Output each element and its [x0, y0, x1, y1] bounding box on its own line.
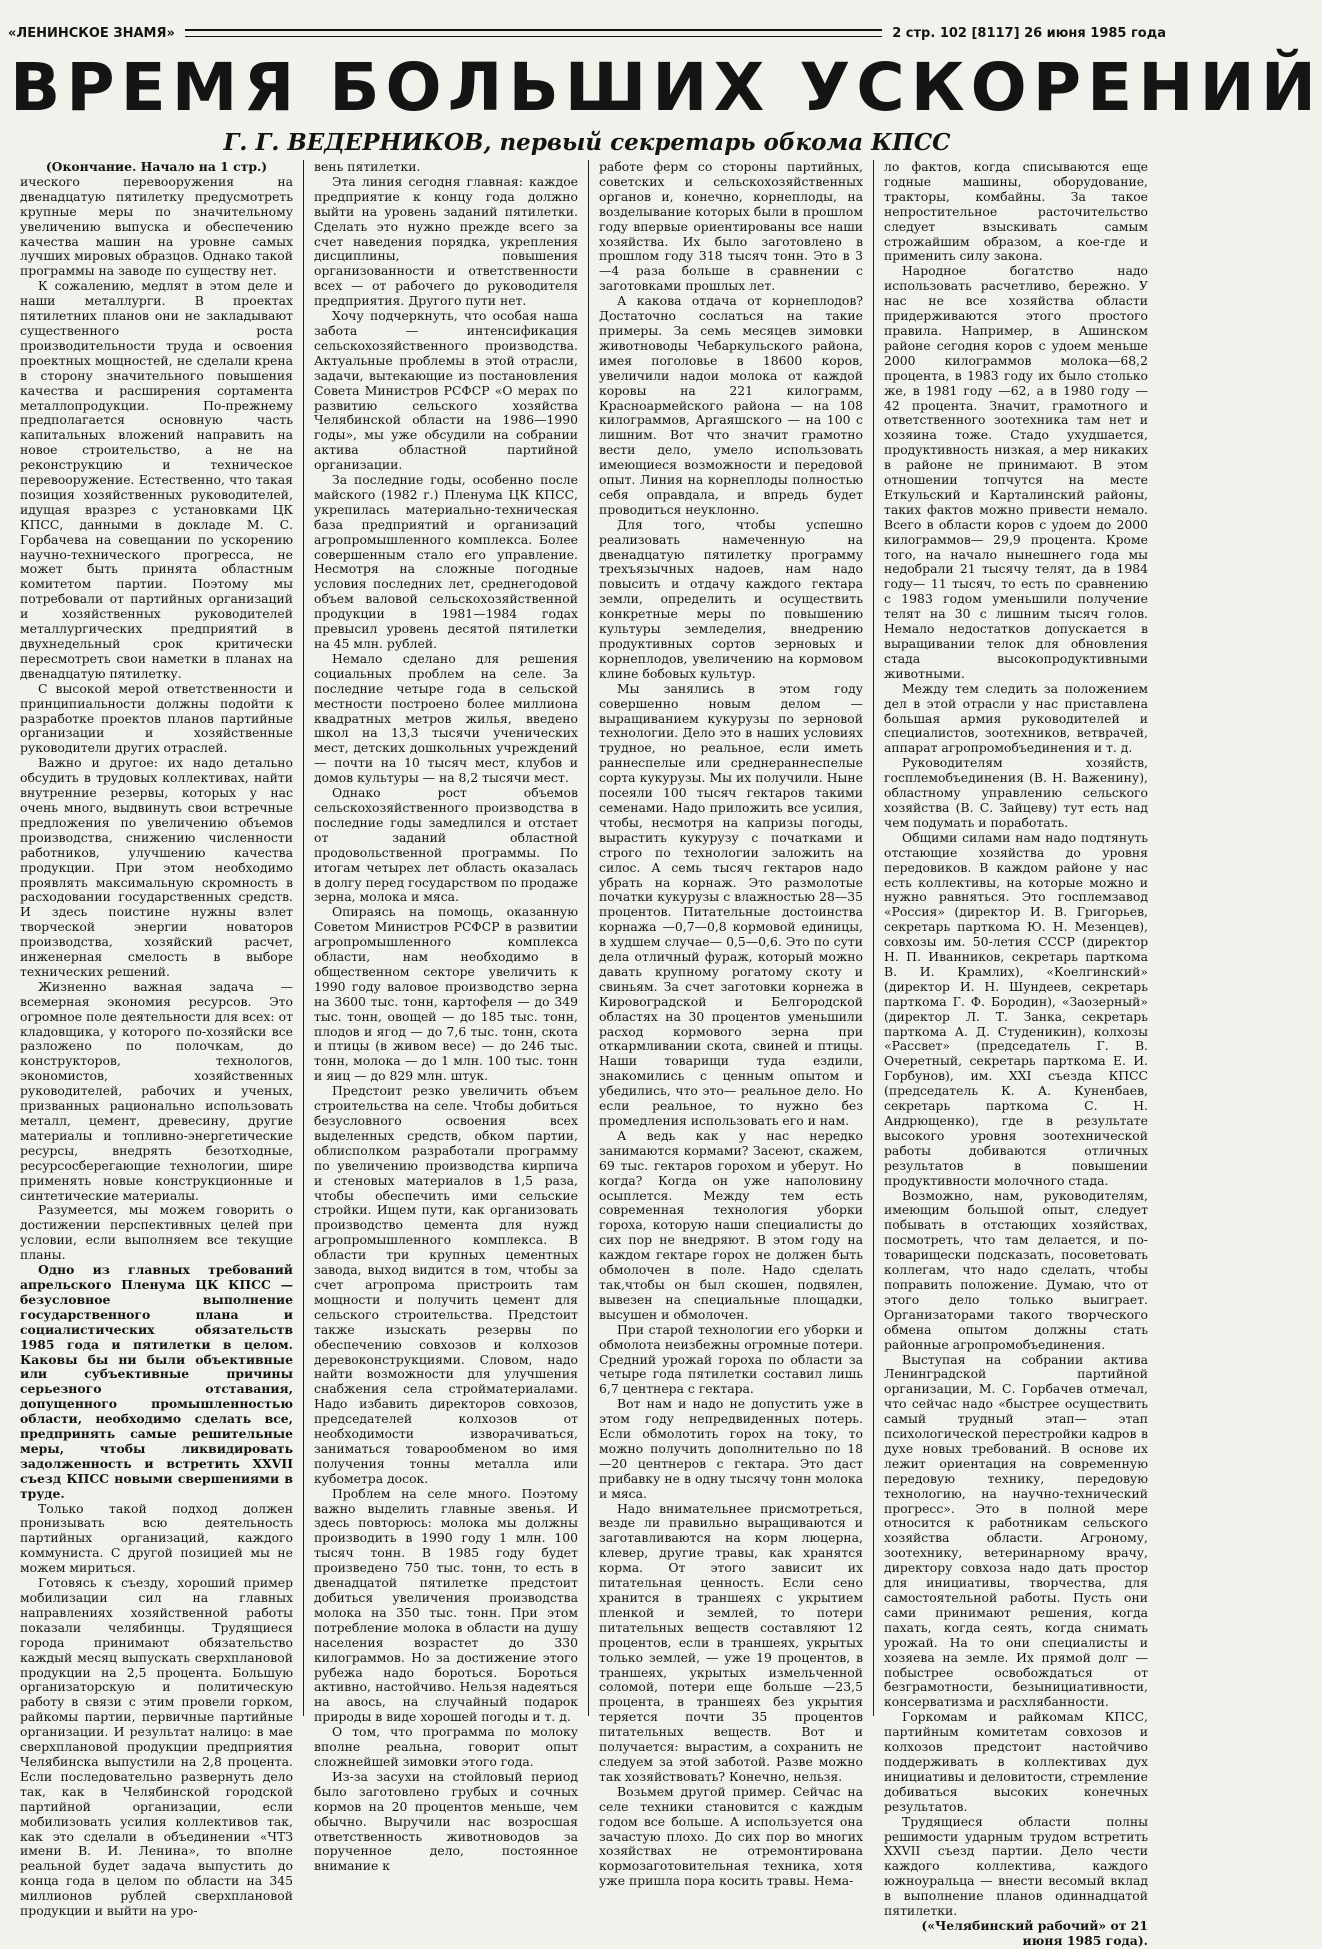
paragraph: Народное богатство надо использовать расчетливо, бережно. У нас не все хозяйства области придерживаются этого простого правила. Например, в Ашинском районе сегодня коров с удоем меньше 2000 килограммов молока—68,2 процента, в 1983 году их было столько же, в 1981 году —62, а в 1980 году — 42 процента. Значит, грамотного и ответственного зоотехника там нет и хозяина тоже. Стадо ухудшается, продуктивность низкая, а мер никаких в районе не принимают. В этом отношении топчутся на месте Еткульский и Карталинский районы, таких фактов можно привести немало. Всего в области коров с удоем до 2000 килограммов— 29,9 процента. Кроме того, на начало нынешнего года мы недобрали 21 тысячу телят, да в 1984 году— 11 тысяч, то есть по сравнению с 1983 годом уменьшили получение телят на 30 с лишним тысяч голов. Немало недостатков допускается в выращивании телок для обновления стада высокопродуктивными животными. — [884, 263, 1148, 681]
paragraph: Для того, чтобы успешно реализовать намеченную на двенадцатую пятилетку программу трехъязычных надоев, нам надо повысить и отдачу каждого гектара земли, определить и осуществить конкретные меры по повышению культуры земледелия, внедрению продуктивных сортов зерновых и корнеплодов, увеличению на кормовом клине бобовых культур. — [599, 516, 863, 681]
paragraph: Выступая на собрании актива Ленинградской партийной организации, М. С. Горбачев отмечал, что сейчас надо «быстрее осуществить самый трудный этап— этап психологической перестройки кадров в духе новых требований. В основе их лежит ориентация на современную передовую технику, передовую технологию, на научно-технический прогресс». Это в полной мере относится к работникам сельского хозяйства области. Агроному, зоотехнику, ветеринарному врачу, директору совхоза надо дать простор для инициативы, творчества, для самостоятельной работы. Пусть они сами принимают решения, когда пахать, когда сеять, когда снимать урожай. На то они специалисты и хозяева на земле. Их прямой долг —побыстрее освобождаться от безграмотности, безынициативности, консерватизма и расхлябанности. — [884, 1351, 1148, 1710]
paragraph: Между тем следить за положением дел в этой отрасли у нас приставлена большая армия руководителей и специалистов, зоотехников, ветврачей, аппарат агропромобъединения и т. д. — [884, 680, 1148, 756]
paragraph: ло фактов, когда списываются еще годные машины, оборудование, тракторы, комбайны. За такое непростительное расточительство следует взыскивать самым строжайшим образом, а кое-где и применить силу закона. — [884, 159, 1148, 264]
paragraph: Общими силами нам надо подтянуть отстающие хозяйства до уровня передовиков. В каждом районе у нас есть коллективы, на которые можно и нужно равняться. Это госплемзавод «Россия» (директор И. В. Григорьев, секретарь парткома Ю. Н. Мезенцев), совхозы им. 50-летия СССР (директор Н. П. Иванников, секретарь парткома В. И. Крамлих), «Коелгинский» (директор И. Н. Шундеев, секретарь парткома Г. Ф. Бородин), «Заозерный» (директор Л. Т. Занка, секретарь парткома А. Д. Студеникин), колхозы «Рассвет» (председатель Г. В. Очеретный, секретарь парткома Е. И. Горбунов), им. XXI съезда КПСС (председатель К. А. Куненбаев, секретарь парткома С. Н. Андрющенко), где в результате высокого уровня зоотехнической работы добиваются отличных результатов в повышении продуктивности молочного стада. — [884, 829, 1148, 1188]
paragraph: вень пятилетки. — [314, 159, 421, 174]
paragraph: Предстоит резко увеличить объем строительства на селе. Чтобы добиться безусловного освоения всех выделенных средств, обком партии, облисполком разработали программу по увеличению производства кирпича и стеновых материалов в 1,5 раза, чтобы обеспечить ими сельские стройки. Ищем пути, как организовать производство цемента для нужд агропромышленного комплекса. В области три крупных цементных завода, выход видится в том, чтобы за счет агропрома пристроить там мощности и получить цемент для сельского строительства. Предстоит также изыскать резервы по обеспечению совхозов и колхозов деревоконструкциями. Словом, надо найти возможности для улучшения снабжения села стройматериалами. Надо избавить директоров совхозов, председателей колхозов от необходимости изворачиваться, заниматься товарообменом во имя получения тонны металла или кубометра досок. — [314, 1083, 578, 1486]
article-column-1 — [18, 159, 303, 1919]
paragraph: Трудящиеся области полны решимости ударным трудом встретить XXVII съезд партии. Дело чести каждого коллектива, каждого южноуральца — внести весомый вклад в выполнение планов одиннадцатой пятилетки. — [884, 1813, 1148, 1919]
paragraph: Надо внимательнее присмотреться, везде ли правильно выращиваются и заготавливаются на корм люцерна, клевер, другие травы, как хранятся корма. От этого зависит их питательная ценность. Если сено хранится в траншеях с укрытием пленкой и землей, то потери питательных веществ составляют 12 процентов, если в траншеях, укрытых только землей, — уже 19 процентов, в траншеях, укрытых измельченной соломой, потери еще больше —23,5 процента, в траншеях без укрытия теряется почти 35 процентов питательных веществ. Вот и получается: вырастим, а сохранить не следуем за этой заботой. Разве можно так хозяйствовать? Конечно, нельзя. — [599, 1500, 863, 1784]
paragraph: Важно и другое: их надо детально обсудить в трудовых коллективах, найти внутренние резервы, которых у нас очень много, выдвинуть свои встречные предложения по увеличению объемов производства, снижению численности работников, улучшению качества продукции. При этом необходимо проявлять максимальную скромность в расходовании государственных средств. И здесь поистине нужны взлет творческой энергии новаторов производства, хозяйский расчет, инженерная смелость в выборе технических решений. — [20, 755, 293, 979]
paragraph: Из-за засухи на стойловый период было заготовлено грубых и сочных кормов на 20 процентов меньше, чем обычно. Выручили нас возросшая ответственность животноводов за порученное дело, постоянное внимание к — [314, 1768, 578, 1874]
paragraph: Эта линия сегодня главная: каждое предприятие к концу года должно выйти на уровень заданий пятилетки. Сделать это нужно прежде всего за счет наведения порядка, укрепления дисциплины, повышения организованности и ответственности всех — от рабочего до руководителя предприятия. Другого пути нет. — [314, 173, 578, 309]
article-byline: Г. Г. ВЕДЕРНИКОВ, первый секретарь обкома КПСС — [223, 129, 951, 156]
masthead-rule — [185, 29, 882, 37]
paragraph: Только такой подход должен пронизывать всю деятельность партийных организаций, каждого коммуниста. С другой позицией мы не можем мириться. — [20, 1500, 293, 1576]
source-note: («Челябинский рабочий» от 21 июня 1985 года). — [921, 1917, 1148, 1948]
article-body — [18, 159, 1158, 1948]
paragraph: С высокой мерой ответственности и принципиальности должны подойти к разработке проектов планов партийные организации и хозяйственные руководители других отраслей. — [20, 680, 293, 756]
article-title: ВРЕМЯ БОЛЬШИХ УСКОРЕНИЙ — [10, 49, 1322, 126]
issue-info: 2 стр. 102 [8117] 26 июня 1985 года — [892, 25, 1166, 41]
paragraph: Проблем на селе много. Поэтому важно выделить главные звенья. И здесь повторюсь: молока мы должны производить в 1990 году 1 млн. 100 тысяч тонн. В 1985 году будет произведено 750 тыс. тонн, то есть в двенадцатой пятилетке предстоит добиться увеличения производства молока на 350 тыс. тонн. При этом потребление молока в области на душу населения возрастет до 330 килограммов. Но за достижение этого рубежа надо бороться. Бороться активно, настойчиво. Нельзя надеяться на авось, на случайный подарок природы в виде хорошей погоды и т. д. — [314, 1485, 578, 1725]
article-column-4 — [873, 159, 1158, 1948]
paragraph: ического перевооружения на двенадцатую пятилетку предусмотреть крупные меры по значительному увеличению выпуска и обеспечению качества машин на уровне самых лучших мировых образцов. Однако такой программы на заводе по существу нет. — [20, 173, 293, 279]
paragraph: Немало сделано для решения социальных проблем на селе. За последние четыре года в сельской местности построено более миллиона квадратных метров жилья, введено школ на 13,3 тысячи ученических мест, детских дошкольных учреждений — почти на 10 тысяч мест, клубов и домов культуры — на 8,2 тысячи мест. — [314, 650, 578, 786]
paragraph: Разумеется, мы можем говорить о достижении перспективных целей при условии, если выполняем все текущие планы. — [20, 1202, 293, 1263]
paragraph: При старой технологии его уборки и обмолота неизбежны огромные потери. Средний урожай гороха по области за четыре года пятилетки составил лишь 6,7 центнера с гектара. — [599, 1321, 863, 1397]
paragraph: А ведь как у нас нередко занимаются кормами? Засеют, скажем, 69 тыс. гектаров горохом и уберут. Но когда? Когда он уже наполовину осыплется. Между тем есть современная технология уборки гороха, которую наши специалисты до сих пор не внедряют. В этом году на каждом гектаре горох не должен быть обмолочен в поле. Надо сделать так,чтобы он был скошен, подвялен, вывезен на специальные площадки, высушен и обмолочен. — [599, 1127, 863, 1322]
paragraph: К сожалению, медлят в этом деле и наши металлурги. В проектах пятилетних планов они не закладывают существенного роста производительности труда и освоения проектных мощностей, не сделали крена в сторону значительного повышения качества и расширения сортамента металлопродукции. По-прежнему предполагается основную часть капитальных вложений направить на новое строительство, а не на реконструкцию и техническое перевооружение. Естественно, что такая позиция хозяйственных руководителей, идущая вразрез с установками ЦК КПСС, данными в докладе М. С. Горбачева на совещании по ускорению научно-технического прогресса, не может быть принята областным комитетом партии. Поэтому мы потребовали от партийных организаций и хозяйственных руководителей металлургических предприятий в двухнедельный срок критически пересмотреть свои наметки в планах на двенадцатую пятилетку. — [20, 278, 293, 681]
paragraph: Возьмем другой пример. Сейчас на селе техники становится с каждым годом все больше. А используется она зачастую плохо. До сих пор во многих хозяйствах не отремонтирована кормозаготовительная техника, хотя уже пришла пора косить травы. Нема- — [599, 1783, 863, 1889]
masthead — [8, 24, 1166, 42]
paragraph: За последние годы, особенно после майского (1982 г.) Пленума ЦК КПСС, укрепилась материально-техническая база предприятий и организаций агропромышленного комплекса. Более совершенным стало его управление. Несмотря на сложные погодные условия последних лет, среднегодовой объем валовой сельскохозяйственной продукции в 1981—1984 годах превысил уровень десятой пятилетки на 45 млн. рублей. — [314, 472, 578, 651]
paragraph: Готовясь к съезду, хороший пример мобилизации сил на главных направлениях хозяйственной работы показали челябинцы. Трудящиеся города принимают обязательство каждый месяц выпускать сверхплановой продукции на 2,5 процента. Большую организаторскую и политическую работу в связи с этим провели горком, райкомы партии, первичные партийные организации. И результат налицо: в мае сверхплановой продукции предприятия Челябинска выпустили на 2,8 процента. Если последовательно развернуть дело так, как в Челябинской городской партийной организации, если мобилизовать усилия коллективов так, как это сделали в объединении «ЧТЗ имени В. И. Ленина», то вполне реальной будет задача выпустить до конца года в целом по области на 345 миллионов рублей сверхплановой продукции и выйти на уро- — [20, 1575, 293, 1919]
paragraph: А какова отдача от корнеплодов? Достаточно сослаться на такие примеры. За семь месяцев зимовки животноводы Чебаркульского района, имея поголовье в 18600 коров, увеличили надои молока от каждой коровы на 221 килограмм, Красноармейского района — на 108 килограммов, Аргаяшского — на 100 с лишним. Вот что значит грамотно вести дело, умело использовать имеющиеся возможности и передовой опыт. Линия на корнеплоды полностью себя оправдала, и впредь будет проводиться неуклонно. — [599, 293, 863, 517]
paragraph: Вот нам и надо не допустить уже в этом году непредвиденных потерь. Если обмолотить горох на току, то можно получить дополнительно по 18—20 центнеров с гектара. Это даст прибавку не в одну тысячу тонн молока и мяса. — [599, 1396, 863, 1501]
paragraph: Хочу подчеркнуть, что особая наша забота — интенсификация сельскохозяйственного производства. Актуальные проблемы в этой отрасли, задачи, вытекающие из постановления Совета Министров РСФСР «О мерах по развитию сельского хозяйства Челябинской области на 1986—1990 годы», мы уже обсудили на собрании актива областной партийной организации. — [314, 308, 578, 473]
paragraph: Жизненно важная задача — всемерная экономия ресурсов. Это огромное поле деятельности для всех: от кладовщика, у которого по-хозяйски все разложено по полочкам, до конструкторов, технологов, экономистов, хозяйственных руководителей, рабочих и ученых, призванных рационально использовать металл, цемент, древесину, другие материалы и топливно-энергетические ресурсы, внедрять безотходные, ресурсосберегающие технологии, шире применять новые конструкционные и синтетические материалы. — [20, 978, 293, 1203]
paragraph: Руководителям хозяйств, госплемобъединения (В. Н. Важенину), областному управлению сельского хозяйства (В. С. Зайцеву) тут есть над чем подумать и поработать. — [884, 755, 1148, 830]
paragraph: Возможно, нам, руководителям, имеющим большой опыт, следует побывать в отстающих хозяйствах, посмотреть, что там делается, и по-товарищески подсказать, посоветовать коллегам, что надо сделать, чтобы поправить положение. Думаю, что от этого дело только выиграет. Организаторами такого творческого обмена опытом должны стать районные агропромобъединения. — [884, 1187, 1148, 1352]
paragraph: Мы занялись в этом году совершенно новым делом — выращиванием кукурузы по зерновой технологии. Дело это в наших условиях трудное, но реальное, если иметь раннеспелые или среднераннеспелые сорта кукурузы. Мы их получили. Ныне посеяли 100 тысяч гектаров такими семенами. Надо приложить все усилия, чтобы, несмотря на капризы погоды, вырастить кукурузу с початками и строго по технологии заложить на силос. А семь тысяч гектаров надо убрать на корнаж. Это размолотые початки кукурузы с влажностью 28—35 процентов. Питательные достоинства корнажа —0,7—0,8 кормовой единицы, в худшем случае— 0,5—0,6. Это по сути дела отличный фураж, который можно давать крупному рогатому скоту и свиньям. За счет заготовки корнежа в Кировоградской и Белгородской областях на 30 процентов уменьшили расход кормового зерна при откармливании скота, свиней и птицы. Наши товарищи туда ездили, знакомились с ценным опытом и убедились, что это— реальное дело. Но если реальное, то нужно без промедления использовать его и нам. — [599, 680, 863, 1128]
article-column-2 — [303, 159, 588, 1874]
paragraph: О том, что программа по молоку вполне реальна, говорит опыт сложнейшей зимовки этого года. — [314, 1724, 578, 1769]
paragraph: Опираясь на помощь, оказанную Советом Министров РСФСР в развитии агропромышленного комплекса области, нам необходимо в общественном секторе увеличить к 1990 году валовое производство зерна на 3600 тыс. тонн, картофеля — до 349 тыс. тонн, овощей — до 185 тыс. тонн, плодов и ягод — до 7,6 тыс. тонн, скота и птицы (в живом весе) — до 246 тыс. тонн, молока — до 1 млн. 100 тыс. тонн и яиц — до 829 млн. штук. — [314, 904, 578, 1084]
newspaper-name: «ЛЕНИНСКОЕ ЗНАМЯ» — [8, 25, 175, 41]
paragraph: Однако рост объемов сельскохозяйственного производства в последние годы замедлился и отстает от заданий областной продовольственной программы. По итогам четырех лет область оказалась в долгу перед государством по продаже зерна, молока и мяса. — [314, 785, 579, 905]
article-column-3 — [588, 159, 873, 1889]
paragraph: Одно из главных требований апрельского Пленума ЦК КПСС — безусловное выполнение государственного плана и социалистических обязательств 1985 года и пятилетки в целом. Каковы бы ни были объективные или субъективные причины серьезного отставания, допущенного промышленностью области, необходимо сделать все, предпринять самые решительные меры, чтобы ликвидировать задолженность и встретить XXVII съезд КПСС новыми свершениями в труде. — [20, 1262, 293, 1501]
paragraph: работе ферм со стороны партийных, советских и сельскохозяйственных органов и, конечно, корнеплоды, на возделывание которых были в прошлом году впервые ориентированы все наши хозяйства. Их было заготовлено в прошлом году 318 тысяч тонн. Это в 3—4 раза больше в сравнении с заготовками прошлых лет. — [599, 159, 863, 294]
paragraph: Горкомам и райкомам КПСС, партийным комитетам совхозов и колхозов предстоит настойчиво поддерживать в коллективах дух инициативы и деловитости, стремление добиваться высоких конечных результатов. — [884, 1709, 1148, 1814]
continuation-note: (Окончание. Начало на 1 стр.) — [45, 159, 268, 174]
